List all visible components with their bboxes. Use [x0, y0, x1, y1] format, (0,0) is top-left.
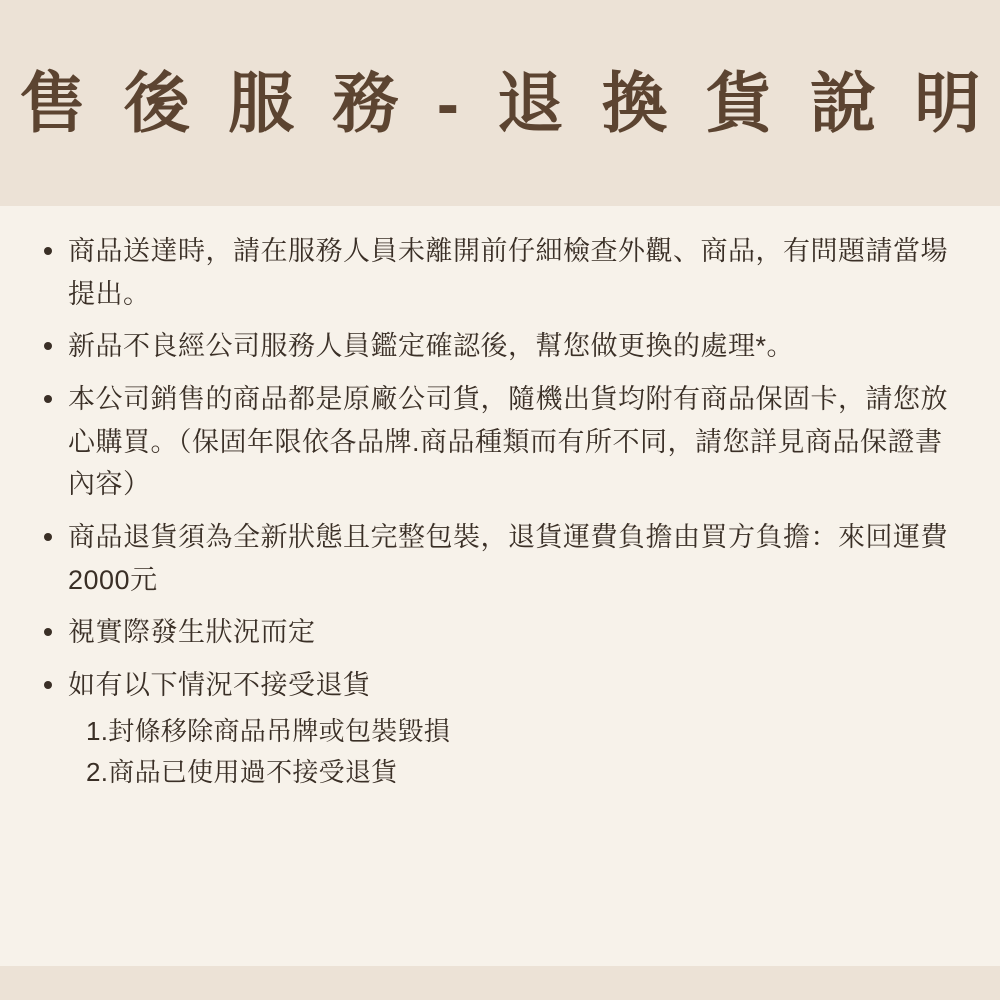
list-item — [34, 611, 966, 654]
list-item — [34, 230, 966, 315]
list-item-text: 商品送達時，請在服務人員未離開前仔細檢查外觀、商品，有問題請當場提出。 — [68, 236, 948, 309]
page-title: 售 後 服 務 - 退 換 貨 說 明 — [19, 66, 991, 140]
sub-list — [68, 711, 966, 794]
policy-list — [34, 230, 966, 794]
list-item-text: 本公司銷售的商品都是原廠公司貨，隨機出貨均附有商品保固卡，請您放心購買。（保固年限依各品牌.商品種類而有所不同，請您詳見商品保證書內容） — [68, 383, 948, 500]
list-item — [34, 325, 966, 368]
sub-list-item: 2.商品已使用過不接受退貨 — [86, 757, 398, 788]
policy-content — [0, 206, 1000, 966]
list-item-text: 商品退貨須為全新狀態且完整包裝，退貨運費負擔由買方負擔：來回運費2000元 — [68, 521, 948, 595]
list-item-text: 視實際發生狀況而定 — [68, 617, 316, 648]
list-item — [34, 664, 966, 794]
list-item-text: 新品不良經公司服務人員鑑定確認後，幫您做更換的處理*。 — [68, 331, 795, 362]
list-item — [34, 516, 966, 601]
list-item-text: 如有以下情況不接受退貨 — [68, 669, 371, 700]
sub-list-item: 1.封條移除商品吊牌或包裝毀損 — [86, 715, 451, 746]
page-header — [0, 0, 1000, 206]
list-item — [34, 378, 966, 506]
footer-band — [0, 966, 1000, 1000]
